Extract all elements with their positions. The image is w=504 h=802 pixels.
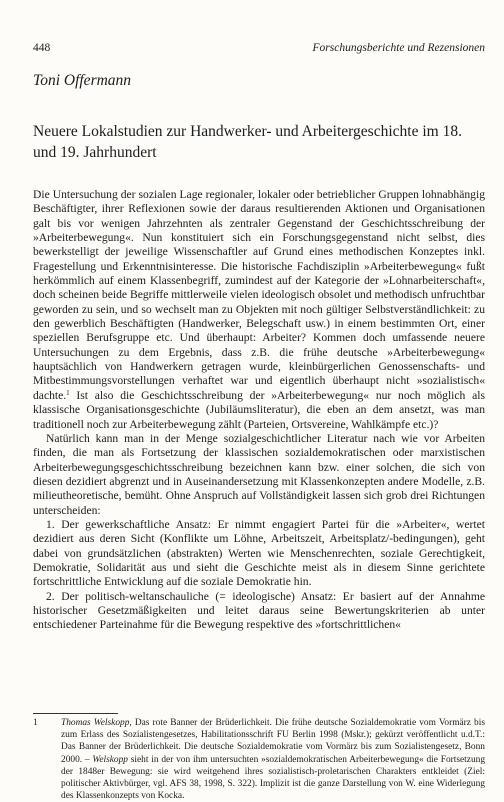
journal-section: Forschungsberichte und Rezensionen: [312, 42, 485, 54]
footnote-author-2: Welskopp: [92, 754, 128, 765]
paragraph-intro-text-b: Ist also die Geschichtsschreibung der »Arbeiterbewegung« nur noch möglich als klassische Organisationsgeschichte (Jubiläumsliteratur), die eben an dem ansetzt, was man traditionell noch zur Arbeiterbewegung zählt (Parteien, Ortsvereine, Wahlkämpfe etc.)?: [33, 388, 485, 431]
footnote-text: [61, 717, 485, 802]
footnote-text-2: sieht in der von ihm untersuchten »sozialdemokratischen Arbeiterbewegung« die Fortsetzung der 1848er Bewegung: sie wird weitgehend ihres sozialistisch-proletarischen Charakters entkleidet (Ziel: politischer Aktivbürger, vgl. AFS 38, 1998, S. 322). Implizit ist die ganze Darstellung von W. eine Widerlegung des Klassenkonzepts von Kocka.: [61, 754, 486, 802]
journal-page: [33, 0, 486, 802]
footnote-number: 1: [33, 718, 38, 728]
footnote-text-1: , Das rote Banner der Brüderlichkeit. Die frühe deutsche Sozialdemokratie vom Vormärz bis zum Erlass des Sozialistengesetzes, Habilitationsschrift FU Berlin 1998 (Mskr.); gekürzt veröffentlicht u.d.T.: Das Banner der Brüderlichkeit. Die deutsche Sozialdemokratie vom Vormärz bis zum Sozialistengesetz, Bonn 2000. –: [61, 718, 485, 765]
running-head: [33, 42, 485, 54]
footnote-1: [33, 717, 485, 802]
footnote-author-1: Thomas Welskopp: [61, 718, 130, 728]
article-body: [33, 188, 485, 633]
article-author: Toni Offermann: [33, 72, 132, 89]
paragraph-approach-2: 2. Der politisch-weltanschauliche (= ideologische) Ansatz: Er basiert auf der Annahme historischer Gesetzmäßigkeiten und leitet daraus seine Bewertungskriterien ab unter entschiedener Parteinahme für die Bewegung respektive des »fortschrittlichen«: [33, 589, 485, 632]
paragraph-intro-text-a: Die Untersuchung der sozialen Lage regionaler, lokaler oder betrieblicher Gruppen lohnabhängig Beschäftigter, ihrer Reflexionen sowie der daraus resultierenden Aktionen und Organisationen galt bis vor wenigen Jahrzehnten als zentraler Gegenstand der Geschichtsschreibung der »Arbeiterbewegung«. Nun konstituiert sich ein Forschungsgegenstand nicht selbst, dies bewerkstelligt der jeweilige Wissenschaftler auf Grund eines methodischen Konzeptes inkl. Fragestellung und Erkenntnisinteresse. Die historische Fachdisziplin »Arbeiterbewegung« fußt herkömmlich auf einem Klassenbegriff, zumindest auf der Kategorie der »Lohnarbeiterschaft«, doch scheinen beide Begriffe mittlerweile vielen ideologisch obsolet und methodisch unfruchtbar geworden zu sein, und so wechselt man zu Objekten mit noch gültiger Selbstverständlichkeit: zu den gewerblich Beschäftigten (Handwerker, Belegschaft usw.) in einem bestimmten Ort, einer speziellen Berufsgruppe etc. Und überhaupt: Arbeiter? Kommen doch umfassende neuere Untersuchungen zu dem Ergebnis, dass z.B. die frühe deutsche »Arbeiterbewegung« hauptsächlich von Handwerkern getragen wurde, kleinbürgerlichen Genossenschafts- und Mitbestimmungsvorstellungen verhaftet war und eigentlich überhaupt nicht »sozialistisch« dachte.: [33, 188, 485, 402]
paragraph-intro: [33, 188, 485, 432]
paragraph-approach-1: 1. Der gewerkschaftliche Ansatz: Er nimmt engagiert Partei für die »Arbeiter«, wertet dezidiert aus deren Sicht (Konflikte um Löhne, Arbeitszeit, Arbeitsplatz/-bedingungen), geht dabei von grundsätzlichen (abstrakten) Werten wie Menschenrechten, soziale Gerechtigkeit, Demokratie, Solidarität aus und sieht die Geschichte meist als in diesem Sinne gerichtete fortschrittliche Entwicklung auf die soziale Demokratie hin.: [33, 517, 485, 589]
footnote-divider: [33, 713, 118, 714]
article-title: Neuere Lokalstudien zur Handwerker- und Arbeitergeschichte im 18. und 19. Jahrhundert: [33, 123, 462, 161]
page-number: 448: [33, 42, 51, 54]
footnote-reference[interactable]: 1: [66, 388, 70, 397]
paragraph-directions: Natürlich kann man in der Menge sozialgeschichtlicher Literatur nach wie vor Arbeiten finden, die man als Fortsetzung der klassischen sozialdemokratischen oder marxistischen Arbeiterbewegungsgeschichtsschreibung bezeichnen kann bzw. einer solchen, die sich von diesen dezidiert abgrenzt und in Auseinandersetzung mit Klassenkonzepten andere Modelle, z.B. milieutheoretische, bemüht. Ohne Anspruch auf Vollständigkeit lassen sich grob drei Richtungen unterscheiden:: [33, 431, 485, 517]
